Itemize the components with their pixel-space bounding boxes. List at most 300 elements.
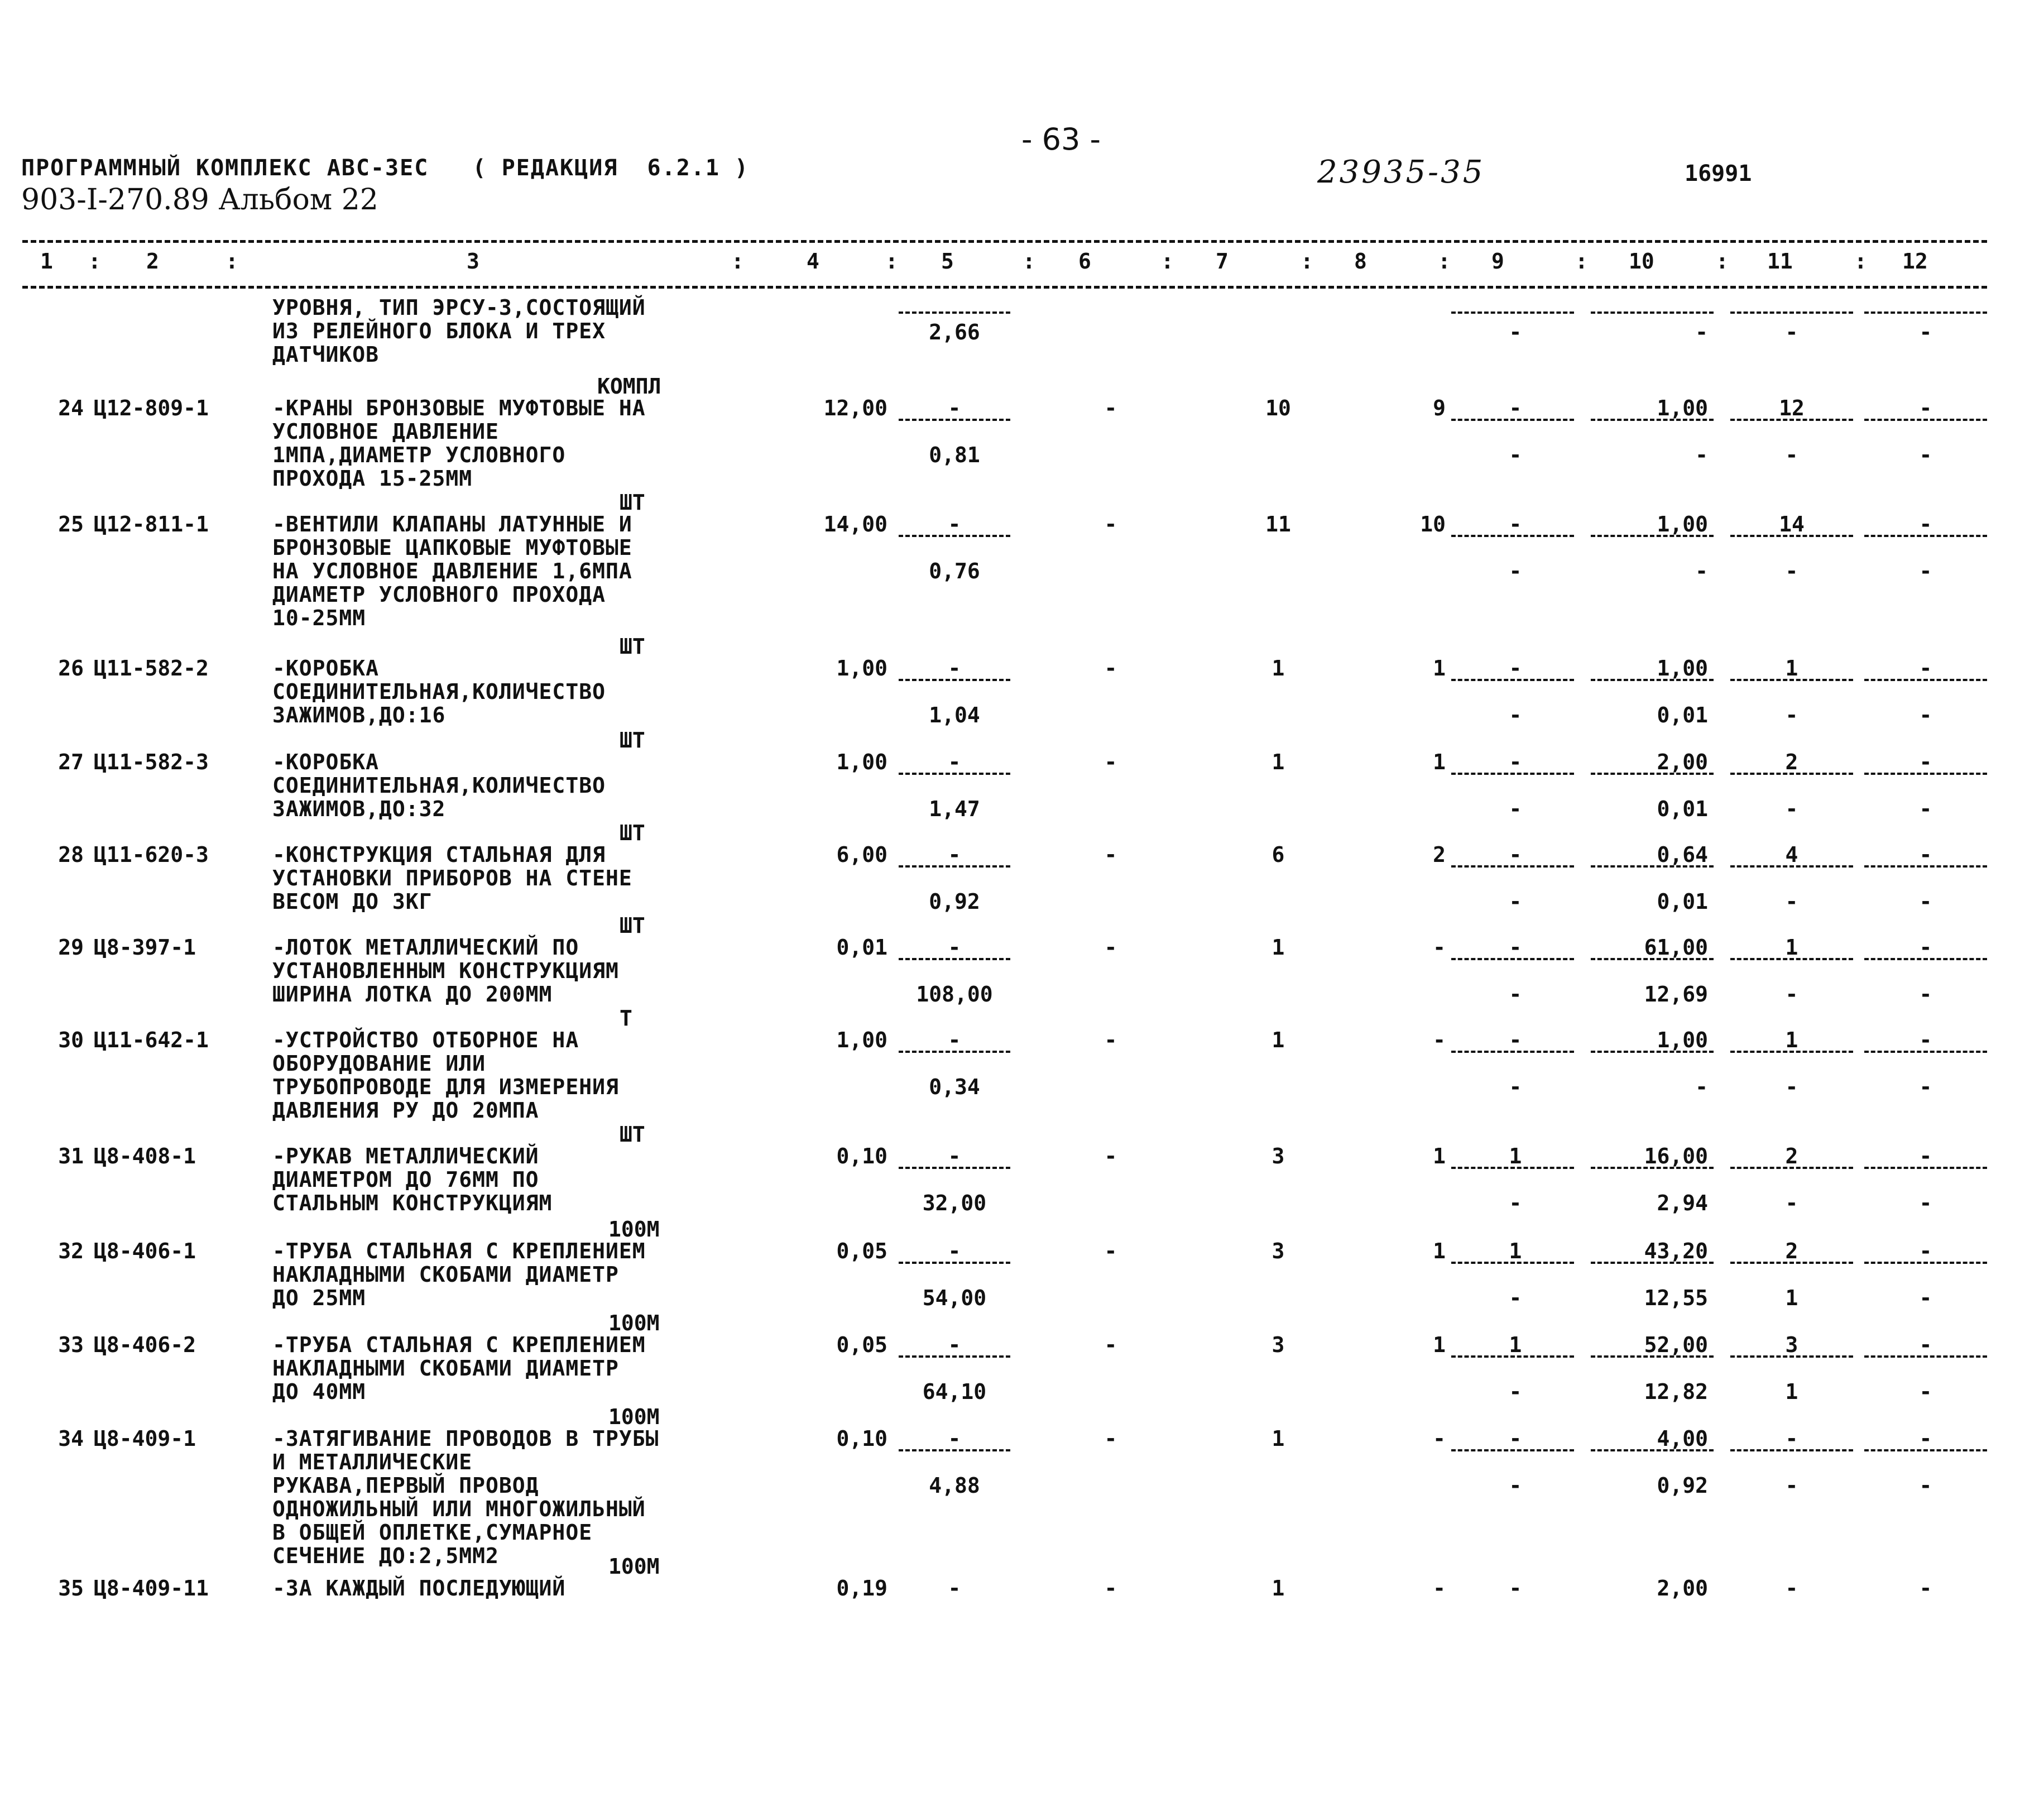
row-description: -КОНСТРУКЦИЯ СТАЛЬНАЯ ДЛЯ УСТАНОВКИ ПРИБОРОВ НА СТЕНЕ ВЕСОМ ДО 3КГ: [272, 842, 632, 914]
row-description: -ТРУБА СТАЛЬНАЯ С КРЕПЛЕНИЕМ НАКЛАДНЫМИ СКОБАМИ ДИАМЕТР ДО 25ММ: [272, 1239, 646, 1310]
table-header-rule: [22, 286, 1987, 289]
row-code: Ц11-582-3: [94, 750, 209, 774]
col7-value: 11: [1265, 512, 1291, 536]
col-header-9: 9: [1491, 249, 1504, 274]
col4-value: 0,05: [836, 1239, 887, 1263]
col7-value: 1: [1271, 1576, 1285, 1600]
col7-value: 1: [1271, 1028, 1285, 1052]
col12-top: -: [1919, 1239, 1932, 1263]
col5-bottom: 4,88: [929, 1473, 980, 1498]
col11-top: 3: [1785, 1333, 1798, 1357]
col11-top: 1: [1785, 656, 1798, 681]
col9-bottom: -: [1509, 559, 1522, 583]
col9-top: -: [1509, 656, 1522, 681]
col12-top: -: [1919, 1333, 1932, 1357]
row-description: -РУКАВ МЕТАЛЛИЧЕСКИЙ ДИАМЕТРОМ ДО 76ММ ПО СТАЛЬНЫМ КОНСТРУКЦИЯМ: [272, 1144, 553, 1215]
col9-bottom: -: [1509, 982, 1522, 1007]
fraction-line: [1864, 419, 1987, 421]
col12-bottom: -: [1919, 443, 1932, 467]
fraction-line: [1730, 535, 1853, 537]
col12-top: -: [1919, 842, 1932, 867]
row-code: Ц8-409-11: [94, 1576, 209, 1600]
fraction-line: [1591, 312, 1714, 314]
col6-value: -: [1104, 750, 1117, 774]
row-number: 29: [58, 935, 84, 960]
col-header-4: 4: [807, 249, 819, 274]
fraction-line: [1451, 773, 1574, 775]
col-separator: :: [731, 249, 744, 274]
fraction-line: [1730, 773, 1853, 775]
col8-value: 9: [1433, 396, 1446, 420]
unit-label: ШТ: [620, 490, 645, 515]
col11-bottom: 1: [1785, 1286, 1798, 1310]
col10-top: 1,00: [1657, 656, 1708, 681]
col7-value: 1: [1271, 1426, 1285, 1451]
col5-top: -: [948, 1426, 961, 1451]
col-separator: :: [1716, 249, 1729, 274]
unit-label: ШТ: [620, 634, 645, 659]
row-code: Ц8-406-2: [94, 1333, 196, 1357]
fraction-line: [1591, 1051, 1714, 1053]
col-separator: :: [1023, 249, 1035, 274]
fraction-line: [1591, 865, 1714, 868]
col-separator: :: [88, 249, 101, 274]
fraction-line: [1730, 865, 1853, 868]
fraction-line: [1864, 1167, 1987, 1169]
row-description: -ЗА КАЖДЫЙ ПОСЛЕДУЮЩИЙ: [272, 1576, 566, 1600]
col7-value: 10: [1265, 396, 1291, 420]
col9-top: 1: [1509, 1333, 1522, 1357]
col4-value: 6,00: [836, 842, 887, 867]
unit-label: 100М: [608, 1311, 660, 1335]
col10-bottom: -: [1695, 443, 1708, 467]
col9-top: -: [1509, 935, 1522, 960]
row-description: -ТРУБА СТАЛЬНАЯ С КРЕПЛЕНИЕМ НАКЛАДНЫМИ СКОБАМИ ДИАМЕТР ДО 40ММ: [272, 1333, 646, 1404]
col-header-11: 11: [1767, 249, 1793, 274]
fraction-line: [1864, 535, 1987, 537]
col6-value: -: [1104, 396, 1117, 420]
col12-top: -: [1919, 935, 1932, 960]
col12-top: -: [1919, 1028, 1932, 1052]
row-code: Ц8-406-1: [94, 1239, 196, 1263]
col11-top: -: [1785, 1426, 1798, 1451]
fraction-line: [1730, 1051, 1853, 1053]
col-header-10: 10: [1629, 249, 1654, 274]
col11-top: 12: [1779, 396, 1805, 420]
col9-top: -: [1509, 396, 1522, 420]
row-number: 27: [58, 750, 84, 774]
col12-top: -: [1919, 750, 1932, 774]
col10-bottom: -: [1695, 1075, 1708, 1099]
unit-label: 100М: [608, 1554, 660, 1579]
document-number: 23935-35: [1317, 154, 1485, 190]
row-code: Ц11-620-3: [94, 842, 209, 867]
col9-bottom: -: [1509, 889, 1522, 914]
fraction-line: [1591, 679, 1714, 681]
col-header-8: 8: [1354, 249, 1367, 274]
col5-bottom: 1,47: [929, 797, 980, 821]
col-separator: :: [1854, 249, 1867, 274]
col6-value: -: [1104, 656, 1117, 681]
fraction-line: [1864, 1449, 1987, 1451]
col-separator: :: [1301, 249, 1313, 274]
fraction-line: [899, 312, 1010, 314]
row-number: 25: [58, 512, 84, 536]
col11-bottom: -: [1785, 982, 1798, 1007]
col7-value: 1: [1271, 656, 1285, 681]
col4-value: 0,19: [836, 1576, 887, 1600]
col5-bottom: 32,00: [922, 1191, 987, 1215]
unit-label: ШТ: [620, 913, 645, 938]
col8-value: 2: [1433, 842, 1446, 867]
col-header-3: 3: [467, 249, 479, 274]
continuation-col5: 2,66: [929, 320, 980, 344]
col9-bottom: -: [1509, 1286, 1522, 1310]
fraction-line: [1864, 1051, 1987, 1053]
fraction-line: [899, 1167, 1010, 1169]
fraction-line: [1730, 419, 1853, 421]
col-separator: :: [1575, 249, 1588, 274]
col4-value: 1,00: [836, 1028, 887, 1052]
fraction-line: [899, 958, 1010, 960]
col5-top: -: [948, 1333, 961, 1357]
fraction-line: [1591, 958, 1714, 960]
fraction-line: [1730, 1262, 1853, 1264]
unit-label: ШТ: [620, 1122, 645, 1147]
col9-bottom: -: [1509, 1379, 1522, 1404]
fraction-line: [899, 1051, 1010, 1053]
col10-top: 52,00: [1644, 1333, 1708, 1357]
col7-value: 6: [1271, 842, 1285, 867]
col5-top: -: [948, 1239, 961, 1263]
col10-bottom: 12,69: [1644, 982, 1708, 1007]
fraction-line: [1730, 679, 1853, 681]
col12-top: -: [1919, 1426, 1932, 1451]
col11-bottom: -: [1785, 1473, 1798, 1498]
col5-top: -: [948, 656, 961, 681]
col11-top: 2: [1785, 750, 1798, 774]
fraction-line: [1591, 1449, 1714, 1451]
continuation-col9: -: [1509, 320, 1522, 344]
col9-bottom: -: [1509, 1191, 1522, 1215]
col-separator: :: [1438, 249, 1451, 274]
col11-bottom: -: [1785, 1075, 1798, 1099]
table-header: [0, 246, 1987, 279]
page-number: - 63 -: [1021, 122, 1101, 157]
col9-top: -: [1509, 512, 1522, 536]
fraction-line: [1451, 419, 1574, 421]
fraction-line: [1591, 535, 1714, 537]
col8-value: -: [1433, 1426, 1446, 1451]
col9-top: 1: [1509, 1239, 1522, 1263]
col6-value: -: [1104, 842, 1117, 867]
col12-bottom: -: [1919, 797, 1932, 821]
col7-value: 1: [1271, 750, 1285, 774]
row-code: Ц8-409-1: [94, 1426, 196, 1451]
continuation-description: УРОВНЯ, ТИП ЭРСУ-3,СОСТОЯЩИЙ ИЗ РЕЛЕЙНОГО БЛОКА И ТРЕХ ДАТЧИКОВ: [272, 295, 646, 367]
fraction-line: [1451, 679, 1574, 681]
fraction-line: [899, 419, 1010, 421]
continuation-col12: -: [1919, 320, 1932, 344]
col12-bottom: -: [1919, 1473, 1932, 1498]
col12-bottom: -: [1919, 982, 1932, 1007]
col9-top: -: [1509, 842, 1522, 867]
col11-bottom: -: [1785, 797, 1798, 821]
unit-label: КОМПЛ: [597, 374, 661, 399]
program-title: ПРОГРАММНЫЙ КОМПЛЕКС АВС-ЗЕС ( РЕДАКЦИЯ 6.2.1 ): [21, 155, 750, 181]
col11-top: 14: [1779, 512, 1805, 536]
col11-top: 2: [1785, 1144, 1798, 1168]
col6-value: -: [1104, 1576, 1117, 1600]
col5-top: -: [948, 396, 961, 420]
col12-top: -: [1919, 1576, 1932, 1600]
col10-bottom: 0,92: [1657, 1473, 1708, 1498]
col7-value: 3: [1271, 1333, 1285, 1357]
col4-value: 0,01: [836, 935, 887, 960]
col11-bottom: -: [1785, 559, 1798, 583]
col5-bottom: 0,81: [929, 443, 980, 467]
fraction-line: [1730, 312, 1853, 314]
fraction-line: [1591, 1262, 1714, 1264]
col-separator: :: [885, 249, 898, 274]
col-header-12: 12: [1902, 249, 1928, 274]
col8-value: -: [1433, 1576, 1446, 1600]
col10-bottom: 2,94: [1657, 1191, 1708, 1215]
col-separator: :: [1161, 249, 1174, 274]
col10-top: 1,00: [1657, 1028, 1708, 1052]
row-description: -ЛОТОК МЕТАЛЛИЧЕСКИЙ ПО УСТАНОВЛЕННЫМ КОНСТРУКЦИЯМ ШИРИНА ЛОТКА ДО 200ММ: [272, 935, 619, 1007]
col4-value: 0,05: [836, 1333, 887, 1357]
col-header-6: 6: [1078, 249, 1091, 274]
fraction-line: [1864, 865, 1987, 868]
row-number: 34: [58, 1426, 84, 1451]
col7-value: 3: [1271, 1144, 1285, 1168]
fraction-line: [1864, 312, 1987, 314]
fraction-line: [1451, 958, 1574, 960]
fraction-line: [1864, 773, 1987, 775]
col11-top: 2: [1785, 1239, 1798, 1263]
fraction-line: [1864, 1355, 1987, 1358]
row-description: -УСТРОЙСТВО ОТБОРНОЕ НА ОБОРУДОВАНИЕ ИЛИ ТРУБОПРОВОДЕ ДЛЯ ИЗМЕРЕНИЯ ДАВЛЕНИЯ РУ ДО 20МПА: [272, 1028, 619, 1123]
col7-value: 1: [1271, 935, 1285, 960]
col-header-2: 2: [146, 249, 159, 274]
row-description: -КРАНЫ БРОНЗОВЫЕ МУФТОВЫЕ НА УСЛОВНОЕ ДАВЛЕНИЕ 1МПА,ДИАМЕТР УСЛОВНОГО ПРОХОДА 15-25ММ: [272, 396, 646, 491]
fraction-line: [1451, 535, 1574, 537]
row-description: -КОРОБКА СОЕДИНИТЕЛЬНАЯ,КОЛИЧЕСТВО ЗАЖИМОВ,ДО:16: [272, 656, 606, 727]
col11-bottom: -: [1785, 703, 1798, 727]
col10-bottom: 0,01: [1657, 797, 1708, 821]
col10-top: 4,00: [1657, 1426, 1708, 1451]
col11-bottom: 1: [1785, 1379, 1798, 1404]
col12-bottom: -: [1919, 559, 1932, 583]
col12-bottom: -: [1919, 1379, 1932, 1404]
fraction-line: [1864, 679, 1987, 681]
col4-value: 1,00: [836, 656, 887, 681]
col11-bottom: -: [1785, 443, 1798, 467]
row-code: Ц8-397-1: [94, 935, 196, 960]
row-number: 28: [58, 842, 84, 867]
col10-top: 2,00: [1657, 750, 1708, 774]
col9-top: -: [1509, 1426, 1522, 1451]
fraction-line: [1591, 1355, 1714, 1358]
col12-bottom: -: [1919, 889, 1932, 914]
fraction-line: [1451, 1355, 1574, 1358]
row-code: Ц11-642-1: [94, 1028, 209, 1052]
unit-label: ШТ: [620, 728, 645, 753]
col8-value: 1: [1433, 1239, 1446, 1263]
row-code: Ц12-811-1: [94, 512, 209, 536]
col5-bottom: 64,10: [922, 1379, 987, 1404]
col12-top: -: [1919, 396, 1932, 420]
col10-top: 1,00: [1657, 512, 1708, 536]
col11-top: -: [1785, 1576, 1798, 1600]
fraction-line: [1451, 1051, 1574, 1053]
row-description: -КОРОБКА СОЕДИНИТЕЛЬНАЯ,КОЛИЧЕСТВО ЗАЖИМОВ,ДО:32: [272, 750, 606, 821]
table-top-rule: [22, 240, 1987, 243]
fraction-line: [1730, 958, 1853, 960]
col8-value: 10: [1420, 512, 1446, 536]
col-separator: :: [225, 249, 238, 274]
fraction-line: [1730, 1167, 1853, 1169]
col-header-5: 5: [941, 249, 954, 274]
col9-top: 1: [1509, 1144, 1522, 1168]
col10-bottom: 12,55: [1644, 1286, 1708, 1310]
fraction-line: [1451, 865, 1574, 868]
row-number: 30: [58, 1028, 84, 1052]
col4-value: 14,00: [823, 512, 887, 536]
col9-bottom: -: [1509, 1473, 1522, 1498]
row-description: -ЗАТЯГИВАНИЕ ПРОВОДОВ В ТРУБЫ И МЕТАЛЛИЧЕСКИЕ РУКАВА,ПЕРВЫЙ ПРОВОД ОДНОЖИЛЬНЫЙ ИЛИ МНОГОЖИЛЬНЫЙ В ОБЩЕЙ ОПЛЕТКЕ,СУМАРНОЕ СЕЧЕНИЕ ДО:2,5ММ2: [272, 1426, 659, 1568]
col5-top: -: [948, 512, 961, 536]
col10-top: 1,00: [1657, 396, 1708, 420]
col5-bottom: 108,00: [916, 982, 993, 1007]
col7-value: 3: [1271, 1239, 1285, 1263]
col5-top: -: [948, 842, 961, 867]
col12-bottom: -: [1919, 703, 1932, 727]
col8-value: 1: [1433, 1144, 1446, 1168]
col10-bottom: 0,01: [1657, 889, 1708, 914]
col6-value: -: [1104, 1239, 1117, 1263]
col6-value: -: [1104, 1426, 1117, 1451]
col10-top: 43,20: [1644, 1239, 1708, 1263]
col5-top: -: [948, 1028, 961, 1052]
row-number: 24: [58, 396, 84, 420]
col9-top: -: [1509, 1576, 1522, 1600]
col12-top: -: [1919, 512, 1932, 536]
fraction-line: [899, 773, 1010, 775]
col10-top: 0,64: [1657, 842, 1708, 867]
col11-bottom: -: [1785, 889, 1798, 914]
col8-value: -: [1433, 1028, 1446, 1052]
fraction-line: [1451, 1262, 1574, 1264]
col10-top: 61,00: [1644, 935, 1708, 960]
col5-bottom: 1,04: [929, 703, 980, 727]
col11-top: 4: [1785, 842, 1798, 867]
row-description: -ВЕНТИЛИ КЛАПАНЫ ЛАТУННЫЕ И БРОНЗОВЫЕ ЦАПКОВЫЕ МУФТОВЫЕ НА УСЛОВНОЕ ДАВЛЕНИЕ 1,6МПА ДИАМЕТР УСЛОВНОГО ПРОХОДА 10-25ММ: [272, 512, 632, 630]
col4-value: 0,10: [836, 1144, 887, 1168]
fraction-line: [1591, 773, 1714, 775]
row-code: Ц11-582-2: [94, 656, 209, 681]
col5-top: -: [948, 935, 961, 960]
row-number: 31: [58, 1144, 84, 1168]
col12-bottom: -: [1919, 1075, 1932, 1099]
col8-value: -: [1433, 935, 1446, 960]
continuation-col10: -: [1695, 320, 1708, 344]
fraction-line: [1864, 958, 1987, 960]
document-code: 16991: [1685, 161, 1752, 186]
row-number: 26: [58, 656, 84, 681]
album-title: 903-I-270.89 Альбом 22: [21, 183, 378, 217]
col5-bottom: 0,76: [929, 559, 980, 583]
col11-top: 1: [1785, 935, 1798, 960]
fraction-line: [1451, 1167, 1574, 1169]
col9-bottom: -: [1509, 1075, 1522, 1099]
fraction-line: [899, 865, 1010, 868]
col12-top: -: [1919, 656, 1932, 681]
row-code: Ц8-408-1: [94, 1144, 196, 1168]
col12-top: -: [1919, 1144, 1932, 1168]
col6-value: -: [1104, 1028, 1117, 1052]
fraction-line: [899, 1262, 1010, 1264]
fraction-line: [1451, 1449, 1574, 1451]
col9-bottom: -: [1509, 703, 1522, 727]
col5-top: -: [948, 1576, 961, 1600]
unit-label: Т: [620, 1006, 632, 1031]
continuation-col11: -: [1785, 320, 1798, 344]
col5-top: -: [948, 1144, 961, 1168]
col10-top: 16,00: [1644, 1144, 1708, 1168]
col8-value: 1: [1433, 1333, 1446, 1357]
col8-value: 1: [1433, 750, 1446, 774]
col12-bottom: -: [1919, 1191, 1932, 1215]
col10-top: 2,00: [1657, 1576, 1708, 1600]
col4-value: 1,00: [836, 750, 887, 774]
col5-top: -: [948, 750, 961, 774]
row-code: Ц12-809-1: [94, 396, 209, 420]
col6-value: -: [1104, 1144, 1117, 1168]
row-number: 32: [58, 1239, 84, 1263]
unit-label: 100М: [608, 1217, 660, 1242]
fraction-line: [1864, 1262, 1987, 1264]
fraction-line: [899, 1449, 1010, 1451]
col9-top: -: [1509, 750, 1522, 774]
col6-value: -: [1104, 935, 1117, 960]
col5-bottom: 0,34: [929, 1075, 980, 1099]
col6-value: -: [1104, 1333, 1117, 1357]
col9-top: -: [1509, 1028, 1522, 1052]
col-header-1: 1: [40, 249, 53, 274]
col10-bottom: 0,01: [1657, 703, 1708, 727]
row-number: 35: [58, 1576, 84, 1600]
col11-top: 1: [1785, 1028, 1798, 1052]
col9-bottom: -: [1509, 443, 1522, 467]
col9-bottom: -: [1509, 797, 1522, 821]
col12-bottom: -: [1919, 1286, 1932, 1310]
col10-bottom: -: [1695, 559, 1708, 583]
fraction-line: [899, 1355, 1010, 1358]
col4-value: 12,00: [823, 396, 887, 420]
unit-label: 100М: [608, 1405, 660, 1429]
unit-label: ШТ: [620, 821, 645, 845]
col10-bottom: 12,82: [1644, 1379, 1708, 1404]
col5-bottom: 0,92: [929, 889, 980, 914]
col8-value: 1: [1433, 656, 1446, 681]
col11-bottom: -: [1785, 1191, 1798, 1215]
fraction-line: [1451, 312, 1574, 314]
col-header-7: 7: [1216, 249, 1229, 274]
fraction-line: [1591, 1167, 1714, 1169]
col6-value: -: [1104, 512, 1117, 536]
